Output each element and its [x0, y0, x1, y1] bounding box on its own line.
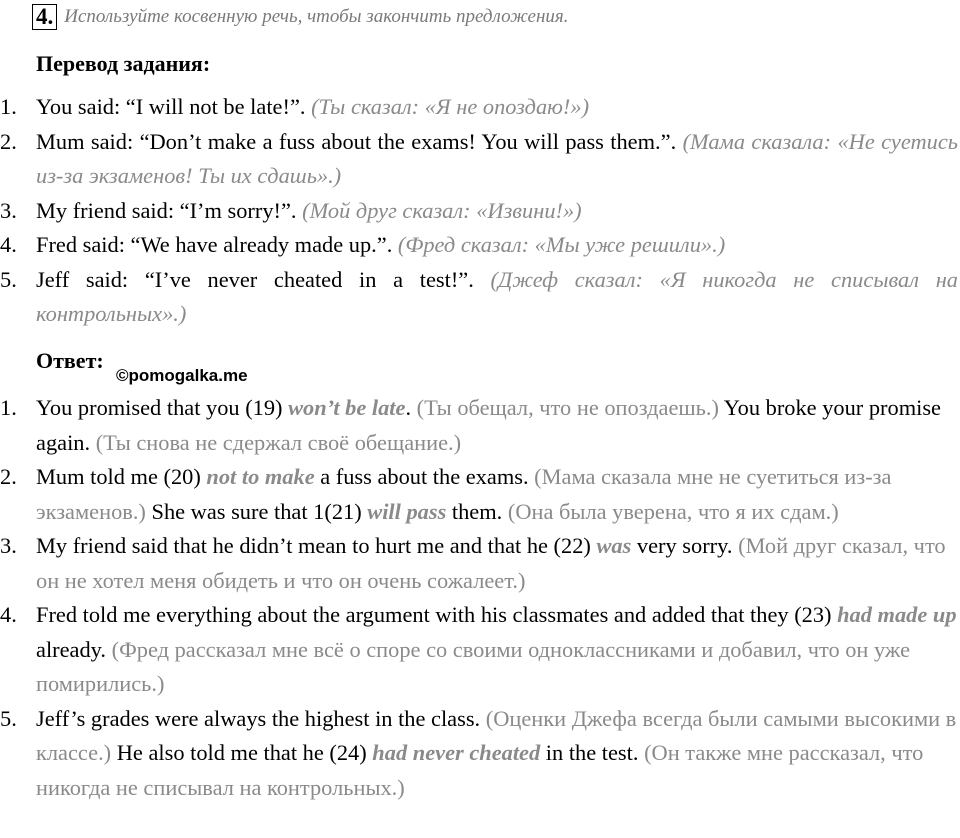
answer-highlight: had never cheated [372, 740, 541, 765]
item-number: 1. [0, 395, 17, 420]
item-number: 3. [0, 197, 17, 223]
answer-text: . [405, 395, 417, 420]
answer-translation: (Он также мне рассказал, что никогда не списывал на контрольных.) [36, 740, 924, 800]
answer-text: You broke your promise again. [36, 395, 941, 455]
answer-text: Mum told me (20) [36, 464, 207, 489]
answer-list [0, 391, 960, 805]
answer-text: He also told me that he (24) [111, 740, 373, 765]
answer-item [0, 529, 960, 598]
answer-text: very sorry. [631, 533, 739, 558]
item-text: My friend said: “I’m sorry!”. [36, 197, 303, 223]
task-number: 4. [32, 4, 57, 30]
answer-text: a fuss about the exams. [314, 464, 535, 489]
item-translation: (Мама сказала: «Не суетись из-за экзаменов! Ты их сдашь».) [36, 128, 958, 188]
answer-item [0, 702, 960, 806]
answer-highlight: will pass [367, 498, 447, 524]
answer-text: Jeff’s grades were always the highest in the class. [36, 705, 486, 731]
item-translation: (Фред сказал: «Мы уже решили».) [397, 232, 726, 257]
translation-item [0, 263, 960, 332]
answer-highlight: had made up [837, 602, 957, 627]
item-number: 5. [0, 266, 17, 292]
item-number: 5. [0, 705, 17, 731]
answer-item [0, 391, 960, 460]
item-text: Fred said: “We have already made up.”. [36, 232, 398, 257]
answer-text: in the test. [540, 740, 645, 765]
answer-item [0, 460, 960, 529]
answer-text: Fred told me everything about the argument with his classmates and added that they (23) [36, 602, 838, 627]
translation-item [0, 194, 960, 229]
translation-item [0, 125, 960, 194]
answer-item [0, 598, 960, 702]
item-number: 2. [0, 128, 17, 154]
item-translation: (Мой друг сказал: «Извини!») [302, 197, 582, 223]
translation-item [0, 228, 960, 263]
item-text: You said: “I will not be late!”. [36, 94, 312, 119]
item-number: 2. [0, 464, 17, 489]
item-number: 1. [0, 94, 17, 119]
answer-text: She was sure that 1(21) [145, 498, 368, 524]
answer-highlight: not to make [206, 464, 315, 489]
answer-text: My friend said that he didn’t mean to hurt me and that he (22) [36, 533, 597, 558]
item-number: 4. [0, 602, 17, 627]
answer-highlight: was [596, 533, 632, 558]
translation-item [0, 90, 960, 125]
answer-translation: (Ты обещал, что не опоздаешь.) [416, 395, 719, 420]
answer-translation: (Мой друг сказал, что он не хотел меня обидеть и что он очень сожалеет.) [36, 533, 946, 593]
translation-list [0, 90, 960, 332]
answer-highlight: won’t be late [288, 395, 406, 420]
item-translation: (Джеф сказал: «Я никогда не списывал на контрольных».) [36, 266, 959, 326]
answer-translation: (Она была уверена, что я их сдам.) [507, 498, 839, 524]
translation-title: Перевод задания: [36, 51, 211, 76]
watermark: ©pomogalka.me [116, 366, 248, 385]
item-number: 4. [0, 232, 17, 257]
item-number: 3. [0, 533, 17, 558]
item-text: Mum said: “Don’t make a fuss about the exams! You will pass them.”. [36, 128, 683, 154]
answer-text: already. [36, 636, 112, 662]
task-instruction: Используйте косвенную речь, чтобы закончить предложения. [64, 6, 569, 27]
answer-translation: (Фред рассказал мне всё о споре со своими одноклассниками и добавил, что он уже помирились.) [36, 636, 911, 696]
answer-translation: (Ты снова не сдержал своё обещание.) [95, 429, 462, 455]
answer-translation: (Оценки Джефа всегда были самыми высокими в классе.) [36, 705, 957, 765]
answer-text: them. [446, 498, 508, 524]
answer-title: Ответ: [36, 348, 104, 373]
answer-text: You promised that you (19) [36, 395, 289, 420]
item-translation: (Ты сказал: «Я не опоздаю!») [311, 94, 590, 119]
task-header [32, 4, 568, 32]
answer-translation: (Мама сказала мне не суетиться из-за экзаменов.) [36, 464, 892, 524]
item-text: Jeff said: “I’ve never cheated in a test!”. [36, 266, 491, 292]
